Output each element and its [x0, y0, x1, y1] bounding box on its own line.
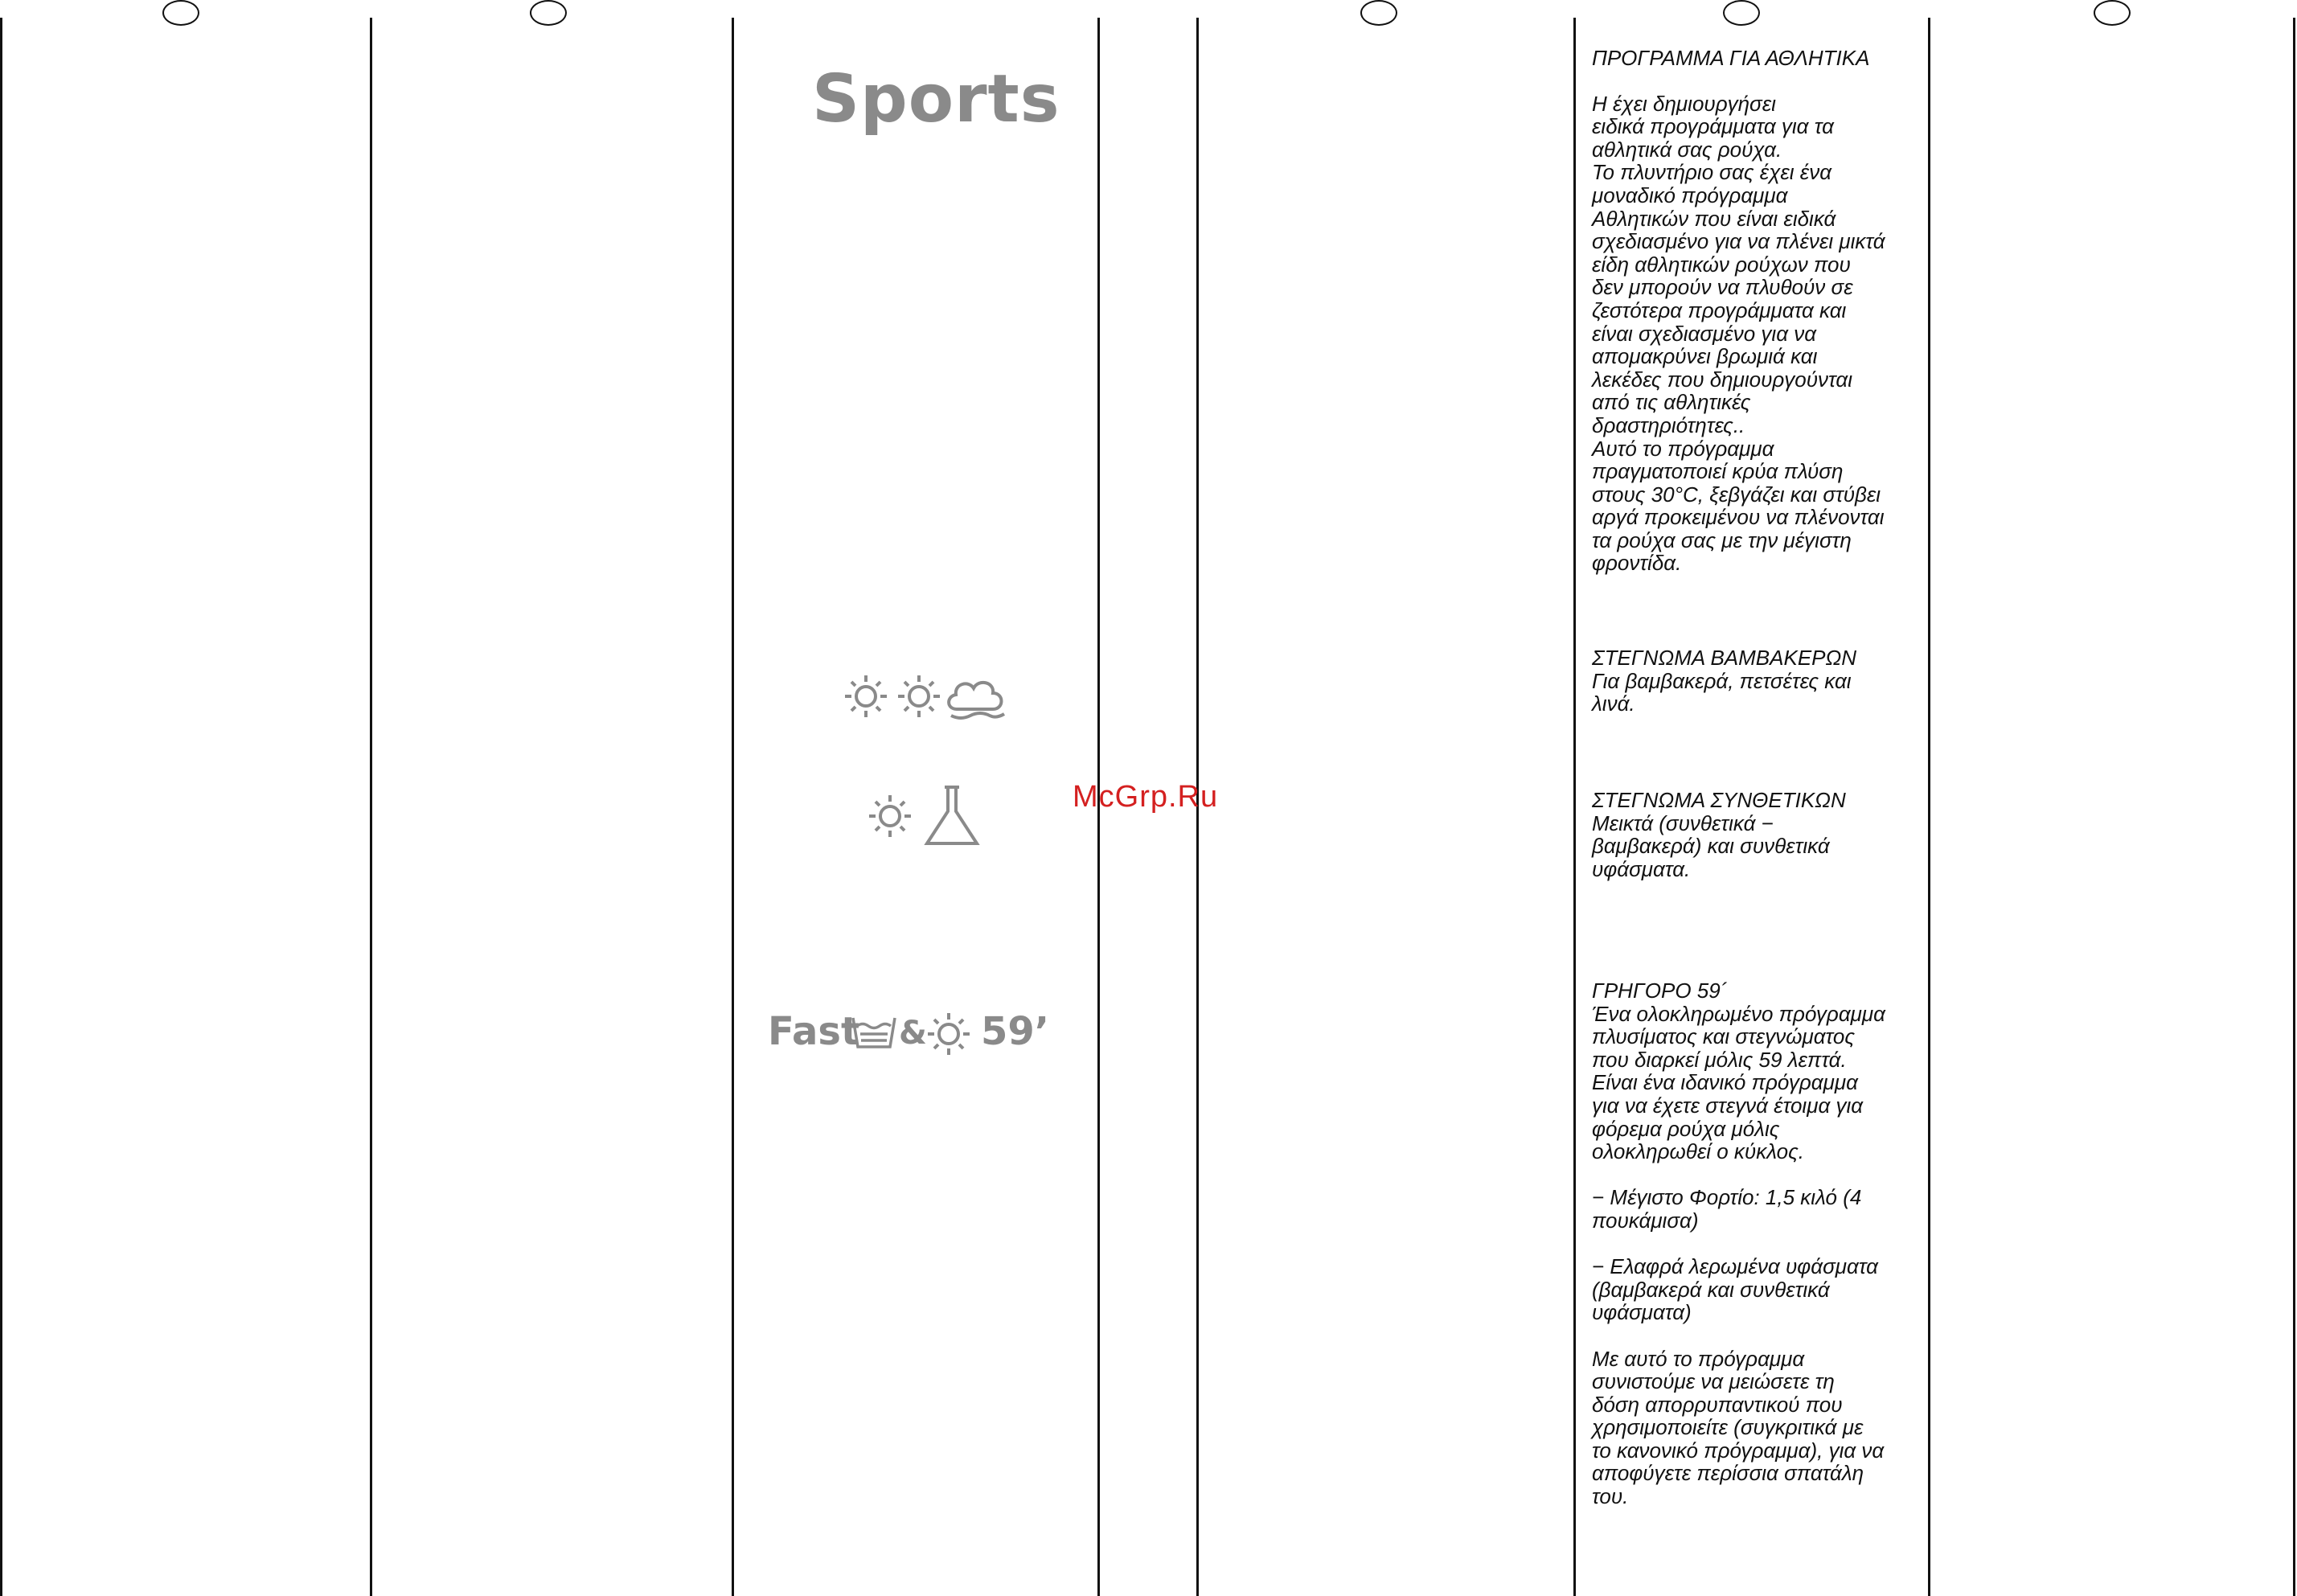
cloud-icon	[949, 683, 1004, 718]
sports-title: Sports	[812, 61, 1060, 137]
section-synthetic-dry	[1592, 789, 1922, 880]
binder-hole	[1360, 0, 1397, 26]
binder-hole	[162, 0, 199, 26]
cotton-dry-icons	[840, 667, 1017, 732]
watermark: McGrp.Ru	[1073, 780, 1219, 814]
fast-time: 59’	[981, 1009, 1050, 1054]
column-divider	[1928, 18, 1930, 1596]
section-sports-program	[1592, 47, 1922, 575]
column-divider	[0, 18, 2, 1596]
column-divider	[370, 18, 372, 1596]
section-heading: ΠΡΟΓΡΑΜΜΑ ΓΙΑ ΑΘΛΗΤΙΚΑ	[1592, 46, 1870, 70]
section-body: Ένα ολοκληρωμένο πρόγραμμα πλυσίματος και στεγνώματος που διαρκεί μόλις 59 λεπτά. Είναι ένα ιδανικό πρόγραμμα για να έχετε στεγνά έτοιμα για φόρεμα ρούχα μόλις ολοκληρωθεί ο κύκλος. − Μέγιστο Φορτίο: 1,5 κιλό (4 πουκάμισα) − Ελαφρά λερωμένα υφάσματα (βαμβακερά και συνθετικά υφάσματα) Με αυτό το πρόγραμμα συνιστούμε να μειώσετε τη δόση απορρυπαντικού που χρησιμοποιείτε (συγκριτικά με το κανονικό πρόγραμμα), για να αποφύγετε περίσσια σπατάλη του.	[1592, 1001, 1885, 1509]
sun-icon	[845, 675, 887, 717]
section-fast-59	[1592, 979, 1922, 1508]
flask-icon	[927, 787, 977, 843]
sun-icon	[869, 795, 911, 837]
column-divider	[1573, 18, 1576, 1596]
washtub-icon	[851, 1011, 897, 1052]
section-heading: ΣΤΕΓΝΩΜΑ ΣΥΝΘΕΤΙΚΩΝ	[1592, 788, 1846, 812]
section-body: Μεικτά (συνθετικά − βαμβακερά) και συνθετικά υφάσματα.	[1592, 810, 1830, 881]
column-divider	[732, 18, 734, 1596]
section-heading: ΣΤΕΓΝΩΜΑ ΒΑΜΒΑΚΕΡΩΝ	[1592, 646, 1857, 670]
section-heading: ΓΡΗΓΟΡΟ 59´	[1592, 979, 1728, 1003]
section-body: Η έχει δημιουργήσει ειδικά προγράμματα για τα αθλητικά σας ρούχα. Το πλυντήριο σας έχει ένα μοναδικό πρόγραμμα Αθλητικών που είναι ειδικά σχεδιασμένο για να πλένει μικτά είδη αθλητικών ρούχων που δεν μπορούν να πλυθούν σε ζεστότερα προγράμματα και είναι σχεδιασμένο για να απομακρύνει βρωμιά και λεκέδες που δημιουργούνται από τις αθλητικές δραστηριότητες.. Αυτό το πρόγραμμα πραγματοποιεί κρύα πλύση στους 30°C, ξεβγάζει και στύβει αργά προκειμένου να πλένονται τα ρούχα σας με την μέγιστη φροντίδα.	[1592, 91, 1885, 576]
ampersand: &	[899, 1015, 927, 1052]
fast-label: Fast	[768, 1009, 859, 1054]
section-body: Για βαμβακερά, πετσέτες και λινά.	[1592, 668, 1852, 716]
sun-icon	[898, 675, 940, 717]
binder-hole	[530, 0, 567, 26]
binder-hole	[1723, 0, 1760, 26]
synthetic-dry-icons	[864, 784, 985, 848]
binder-hole	[2094, 0, 2131, 26]
column-divider	[2293, 18, 2295, 1596]
sun-icon	[923, 1008, 974, 1060]
section-cotton-dry	[1592, 646, 1922, 716]
